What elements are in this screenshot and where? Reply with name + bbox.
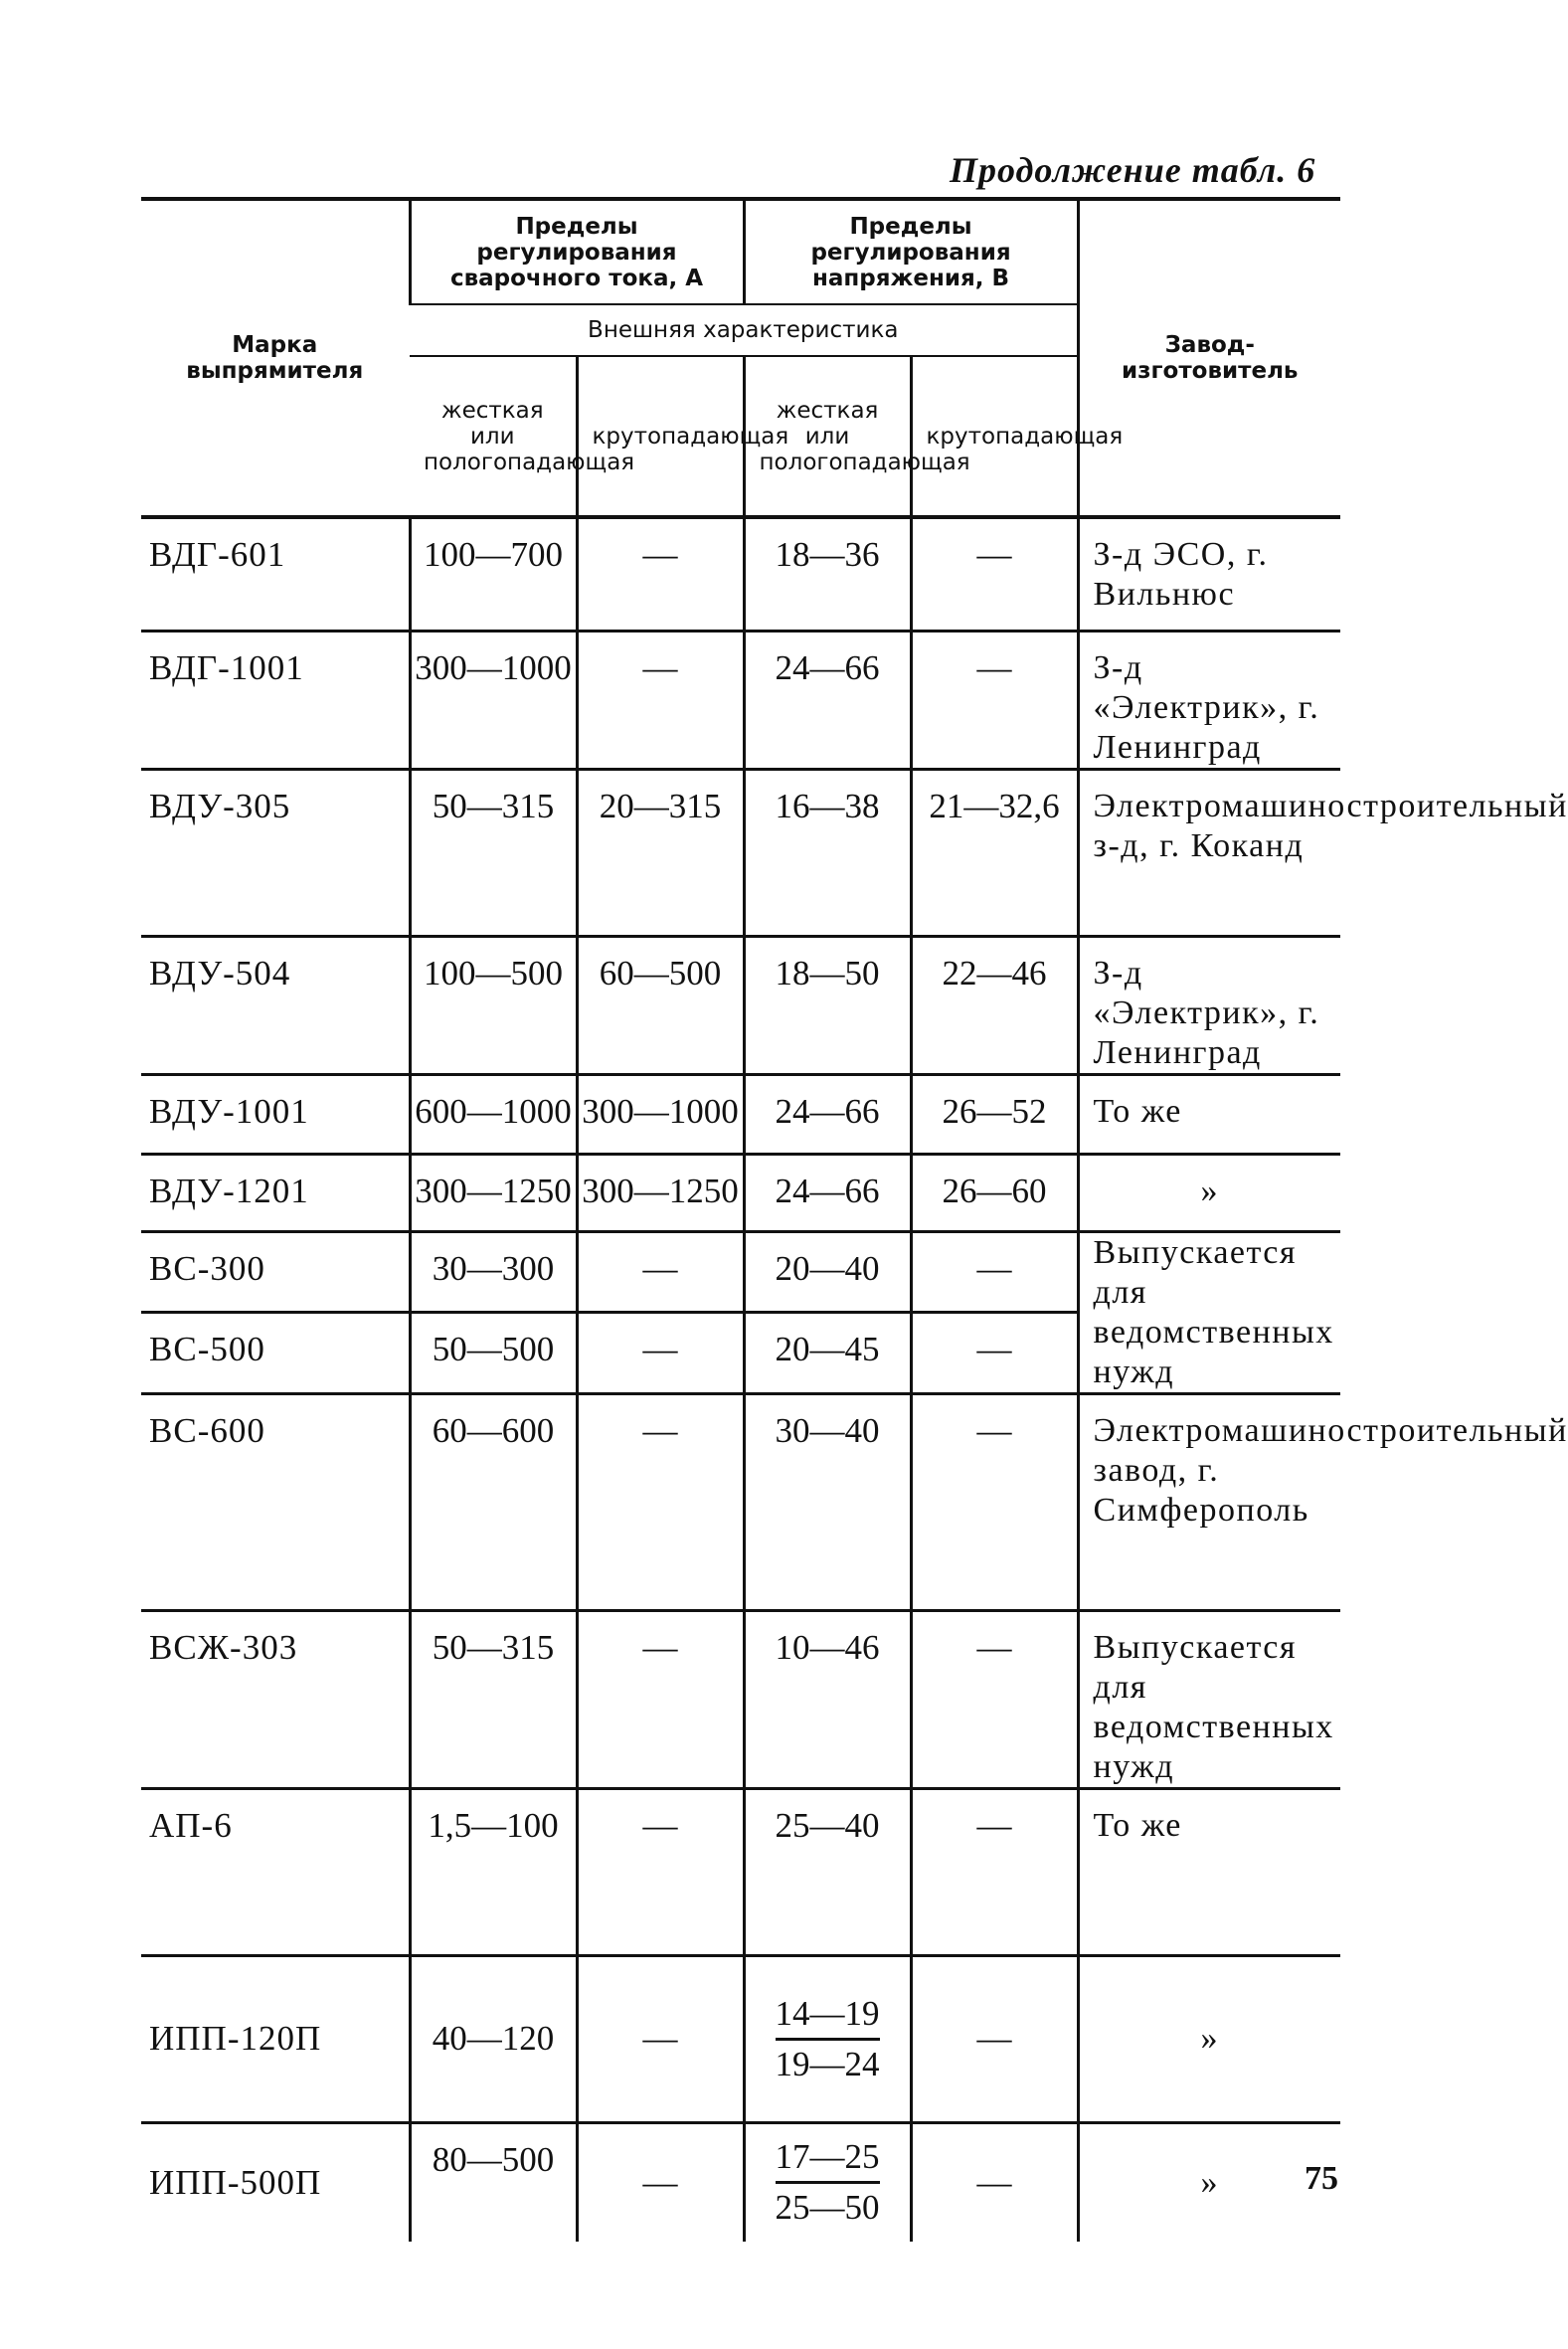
current-stiff-cell: 50—315: [410, 769, 577, 936]
header-voltage-group: Пределы регулирования напряжения, В: [744, 199, 1078, 304]
brand-cell: АП-6: [141, 1788, 410, 1955]
manufacturer-cell: То же: [1078, 1788, 1340, 1955]
table-caption: Продолжение табл. 6: [950, 150, 1316, 190]
current-steep-cell: 60—500: [577, 936, 744, 1074]
header-manufacturer: Завод-изготовитель: [1078, 199, 1340, 517]
current-steep-cell: 20—315: [577, 769, 744, 936]
header-voltage-stiff: жесткая или пологопадающая: [744, 356, 911, 517]
voltage-stiff-cell: 25—40: [744, 1788, 911, 1955]
current-stiff-cell: 600—1000: [410, 1074, 577, 1154]
current-steep-cell: 300—1000: [577, 1074, 744, 1154]
voltage-stiff-cell: 24—66: [744, 631, 911, 769]
brand-cell: ВДГ-601: [141, 517, 410, 631]
current-steep-cell: —: [577, 517, 744, 631]
voltage-stiff-cell: 24—66: [744, 1154, 911, 1231]
current-steep-cell: —: [577, 1313, 744, 1394]
brand-cell: ВДГ-1001: [141, 631, 410, 769]
voltage-stiff-cell: [744, 1955, 911, 2122]
voltage-steep-cell: —: [911, 1610, 1078, 1788]
manufacturer-cell: Выпускается для ведомственных нужд: [1078, 1231, 1340, 1393]
manufacturer-cell: Электромашиностроительный завод, г. Симферополь: [1078, 1393, 1340, 1610]
brand-cell: ВС-500: [141, 1313, 410, 1394]
rectifier-table: [141, 197, 1568, 2242]
current-steep-cell: —: [577, 1231, 744, 1313]
brand-cell: ВДУ-1001: [141, 1074, 410, 1154]
current-stiff-cell: 40—120: [410, 1955, 577, 2122]
current-stiff-cell: 50—315: [410, 1610, 577, 1788]
table-row: [141, 1154, 1340, 1231]
header-brand: Марка выпрямителя: [141, 199, 410, 517]
table-row: [141, 936, 1340, 1074]
brand-cell: ИПП-120П: [141, 1955, 410, 2122]
voltage-stiff-cell: 18—50: [744, 936, 911, 1074]
voltage-stiff-cell: 18—36: [744, 517, 911, 631]
voltage-steep-cell: —: [911, 1231, 1078, 1313]
page-number: 75: [1305, 2160, 1338, 2197]
manufacturer-cell: З-д «Электрик», г. Ленинград: [1078, 936, 1340, 1074]
table-row: [141, 769, 1340, 936]
brand-cell: ИПП-500П: [149, 2162, 322, 2202]
voltage-stiff-cell: 20—45: [744, 1313, 911, 1394]
header-voltage-steep: крутопадающая: [911, 356, 1078, 517]
manufacturer-cell: Электромашиностроительный з-д, г. Коканд: [1078, 769, 1340, 936]
voltage-steep-cell: —: [911, 1313, 1078, 1394]
current-stiff-cell: 1,5—100: [410, 1788, 577, 1955]
voltage-steep-cell: 26—60: [911, 1154, 1078, 1231]
current-steep-cell: 300—1250: [577, 1154, 744, 1231]
voltage-stiff-cell: [744, 2122, 911, 2242]
manufacturer-cell: »: [1078, 1955, 1340, 2122]
voltage-stiff-cell: 20—40: [744, 1231, 911, 1313]
voltage-steep-cell: 22—46: [911, 936, 1078, 1074]
current-steep-cell: —: [577, 1393, 744, 1610]
table-row: [141, 2122, 1340, 2242]
voltage-fraction: [776, 2137, 880, 2228]
manufacturer-cell: »: [1078, 2122, 1340, 2242]
brand-cell: ВС-600: [141, 1393, 410, 1610]
header-current-stiff: жесткая или пологопадающая: [424, 397, 635, 475]
current-stiff-cell: 100—500: [410, 936, 577, 1074]
brand-cell: ВС-300: [141, 1231, 410, 1313]
table-row: [141, 1231, 1340, 1313]
current-stiff-cell: 300—1000: [410, 631, 577, 769]
voltage-steep-cell: —: [911, 517, 1078, 631]
voltage-steep-cell: 26—52: [911, 1074, 1078, 1154]
voltage-stiff-cell: 30—40: [744, 1393, 911, 1610]
current-steep-cell: —: [577, 2122, 744, 2242]
table-row: [141, 631, 1340, 769]
voltage-fraction-bottom: 19—24: [775, 2044, 880, 2083]
table-row: [141, 1610, 1340, 1788]
voltage-fraction-top: 14—19: [776, 1994, 880, 2041]
voltage-steep-cell: 21—32,6: [911, 769, 1078, 936]
voltage-stiff-cell: 10—46: [744, 1610, 911, 1788]
current-stiff-cell: 60—600: [410, 1393, 577, 1610]
current-stiff-cell: 100—700: [410, 517, 577, 631]
header-characteristic: Внешняя характеристика: [410, 304, 1078, 356]
current-stiff-cell: 80—500: [410, 2122, 577, 2242]
manufacturer-cell: З-д «Электрик», г. Ленинград: [1078, 631, 1340, 769]
table-row: [141, 1074, 1340, 1154]
manufacturer-cell: Выпускается для ведомственных нужд: [1078, 1610, 1340, 1788]
voltage-fraction: [776, 1994, 880, 2084]
manufacturer-cell: »: [1078, 1154, 1340, 1231]
voltage-stiff-cell: 16—38: [744, 769, 911, 936]
voltage-steep-cell: —: [911, 631, 1078, 769]
header-current-group: Пределы регулирования сварочного тока, А: [410, 199, 744, 304]
current-steep-cell: —: [577, 631, 744, 769]
table-row: [141, 517, 1340, 631]
manufacturer-cell: З-д ЭСО, г. Вильнюс: [1078, 517, 1340, 631]
current-stiff-cell: 30—300: [410, 1231, 577, 1313]
manufacturer-cell: То же: [1078, 1074, 1340, 1154]
current-steep-cell: —: [577, 1610, 744, 1788]
brand-cell: ВДУ-305: [141, 769, 410, 936]
current-stiff-cell: 50—500: [410, 1313, 577, 1394]
current-steep-cell: —: [577, 1788, 744, 1955]
header-current-steep: крутопадающая: [577, 356, 744, 517]
current-stiff-cell: 300—1250: [410, 1154, 577, 1231]
table-row: [141, 1393, 1340, 1610]
voltage-fraction-top: 17—25: [776, 2137, 880, 2184]
table-row: [141, 1788, 1340, 1955]
voltage-steep-cell: —: [911, 1393, 1078, 1610]
brand-cell: ВСЖ-303: [141, 1610, 410, 1788]
voltage-steep-cell: —: [911, 1788, 1078, 1955]
current-steep-cell: —: [577, 1955, 744, 2122]
voltage-fraction-bottom: 25—50: [775, 2188, 880, 2228]
voltage-steep-cell: —: [911, 2122, 1078, 2242]
voltage-stiff-cell: 24—66: [744, 1074, 911, 1154]
brand-cell: ВДУ-504: [141, 936, 410, 1074]
voltage-steep-cell: —: [911, 1955, 1078, 2122]
brand-cell: ВДУ-1201: [141, 1154, 410, 1231]
table-row: [141, 1955, 1340, 2122]
